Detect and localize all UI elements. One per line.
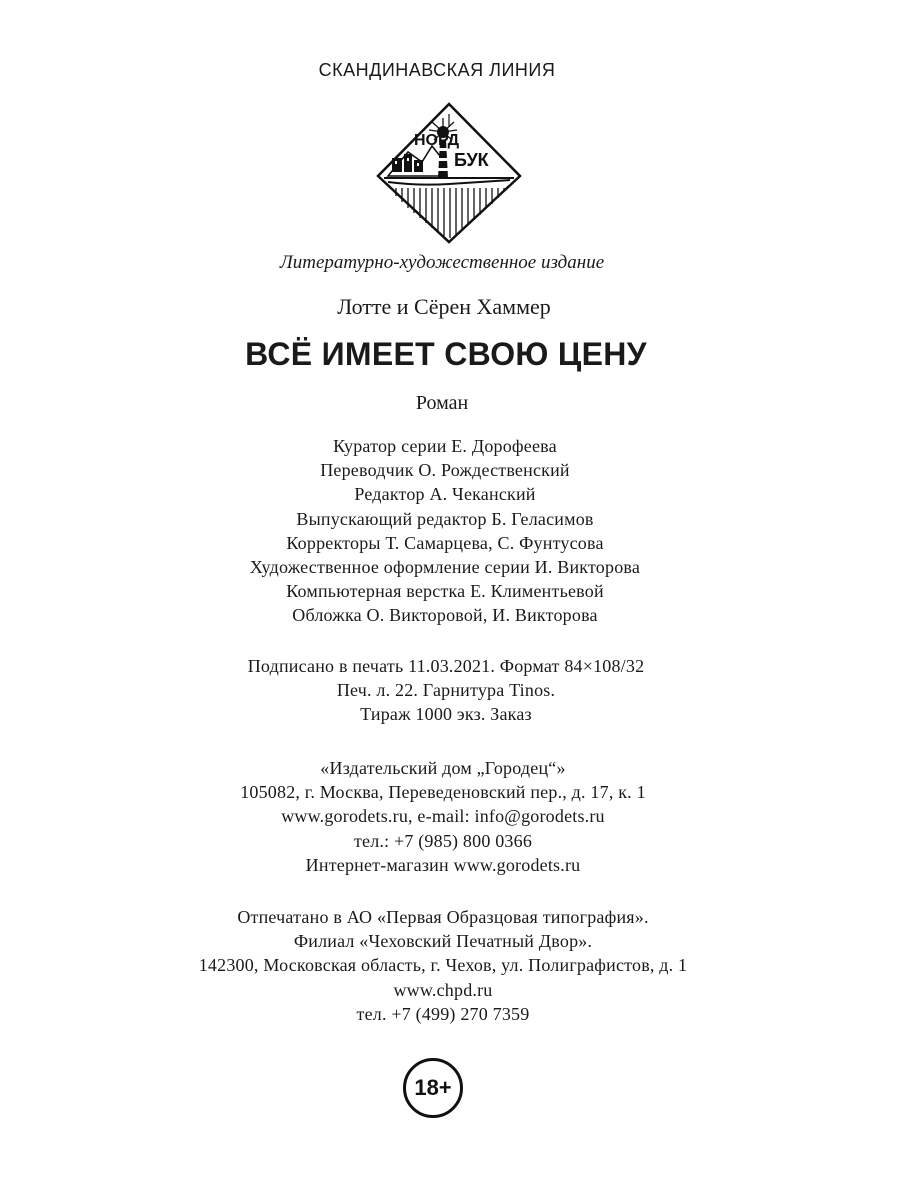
credit-line: Куратор серии Е. Дорофеева	[333, 436, 557, 456]
book-genre: Роман	[415, 392, 469, 414]
logo-word-bottom: БУК	[454, 150, 489, 170]
printer-block	[0, 905, 893, 1026]
edition-type: Литературно-художественное издание	[279, 252, 605, 273]
publisher-line: Интернет-магазин www.gorodets.ru	[305, 854, 581, 875]
credit-line: Обложка О. Викторовой, И. Викторова	[292, 605, 598, 626]
publisher-line: www.gorodets.ru, e-mail: info@gorodets.ru	[281, 806, 605, 827]
book-title: ВСЁ ИМЕЕТ СВОЮ ЦЕНУ	[245, 336, 647, 372]
publisher-line: тел.: +7 (985) 800 0366	[353, 830, 533, 851]
publisher-block	[0, 756, 893, 877]
print-detail-line: Тираж 1000 экз. Заказ	[360, 704, 532, 725]
printer-line: Филиал «Чеховский Печатный Двор».	[293, 931, 593, 952]
printer-line: тел. +7 (499) 270 7359	[356, 1003, 530, 1024]
credit-line: Выпускающий редактор Б. Геласимов	[296, 508, 594, 529]
print-detail-line: Подписано в печать 11.03.2021. Формат 84×108/32	[247, 656, 645, 676]
credit-line: Компьютерная верстка Е. Климентьевой	[286, 581, 604, 602]
age-rating-badge: 18+	[403, 1058, 463, 1118]
credit-line: Редактор А. Чеканский	[354, 484, 536, 505]
printer-line: Отпечатано в АО «Первая Образцовая типография».	[237, 907, 649, 927]
credits-block	[0, 434, 895, 628]
publisher-line: «Издательский дом „Городец“»	[320, 758, 566, 778]
book-authors: Лотте и Сёрен Хаммер	[337, 294, 551, 319]
logo-word-top: НОРД	[414, 132, 460, 149]
printer-line: 142300, Московская область, г. Чехов, ул. Полиграфистов, д. 1	[198, 955, 688, 976]
print-detail-line: Печ. л. 22. Гарнитура Tinos.	[336, 680, 556, 701]
credit-line: Корректоры Т. Самарцева, С. Фунтусова	[286, 532, 604, 553]
publisher-line: 105082, г. Москва, Переведеновский пер., д. 17, к. 1	[240, 782, 646, 803]
print-details-block	[0, 654, 896, 727]
series-name: СКАНДИНАВСКАЯ ЛИНИЯ	[318, 60, 556, 80]
credit-line: Переводчик О. Рождественский	[320, 460, 570, 481]
nordbook-logo	[374, 100, 524, 246]
credit-line: Художественное оформление серии И. Викторова	[249, 557, 641, 578]
printer-line: www.chpd.ru	[393, 979, 493, 1000]
